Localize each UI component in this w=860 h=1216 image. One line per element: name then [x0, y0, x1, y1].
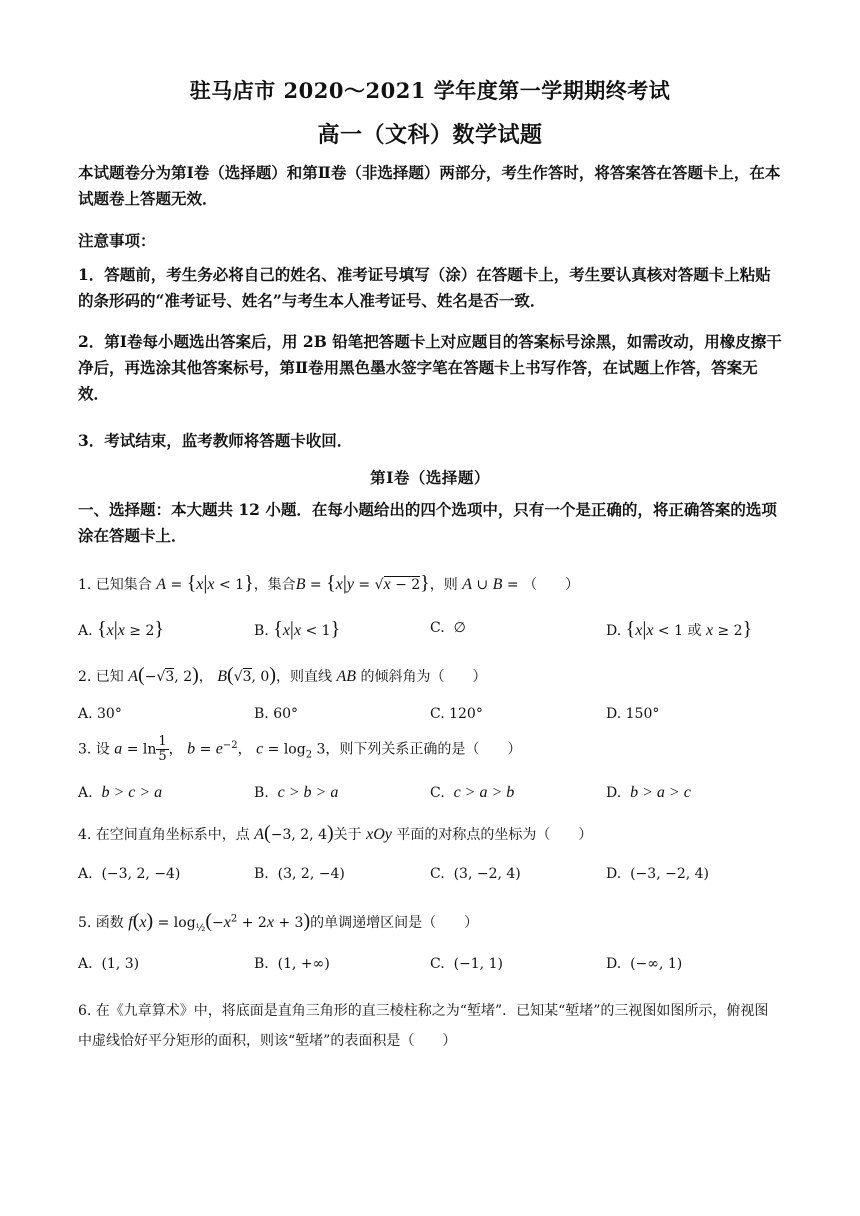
question-3: 3. 设 a = ln $\frac{1}{5}$ ， $b = e^{-2}$， $c = \log_2 3$，则下列关系正确的是（ ） [78, 734, 522, 764]
question-1: 1. 已知集合 A = {x|x < 1}，集合B = {x|y = √x − 2}，则 A ∪ B = （ ） [78, 572, 580, 594]
q1-set-a: A [156, 576, 167, 593]
exam-title: 驻马店市 2020～2021 学年度第一学期期终考试 [189, 78, 671, 103]
q5-option-c: C. (−1, 1) [430, 956, 503, 972]
q1-prefix: 1. 已知集合 [78, 577, 152, 593]
q1-end: （ ） [523, 577, 580, 593]
q1-mid: ，集合 [253, 577, 296, 593]
q2-option-a: A. 30° [78, 706, 122, 722]
section-heading: 第Ⅰ卷（选择题） [370, 468, 490, 487]
q3-option-b: B. c > b > a [254, 784, 339, 801]
q4-option-a: A. (−3, 2, −4) [78, 866, 181, 882]
q2-option-d: D. 150° [606, 706, 660, 722]
q5-option-d: D. (−∞, 1) [606, 956, 683, 972]
question-2: 2. 已知 A(−√3, 2)， B(√3, 0)，则直线 AB 的倾斜角为（ ） [78, 664, 487, 686]
intro-paragraph: 本试题卷分为第Ⅰ卷（选择题）和第Ⅱ卷（非选择题）两部分，考生作答时，将答案答在答题卡上，在本试题卷上答题无效． [78, 163, 781, 208]
note-item-2: 2．第Ⅰ卷每小题选出答案后，用 2B 铅笔把答题卡上对应题目的答案标号涂黑，如需改动，用橡皮擦干净后，再选涂其他答案标号，第Ⅱ卷用黑色墨水签字笔在答题卡上书写作答，在试题上作答，答案无效． [78, 332, 782, 403]
q2-option-b: B. 60° [254, 706, 299, 722]
q3-option-d: D. b > a > c [606, 784, 691, 801]
q2-option-c: C. 120° [430, 706, 483, 722]
note-item-1: 1．答题前，考生务必将自己的姓名、准考证号填写（涂）在答题卡上，考生要认真核对答题卡上粘贴的条形码的“准考证号、姓名”与考生本人准考证号、姓名是否一致． [78, 265, 771, 310]
question-5: 5. 函数 $f(x) = \log_{\frac{1}{2}}(-x^2 + 2x + 3)$的单调递增区间是（ ） [78, 910, 479, 934]
q3-option-c: C. c > a > b [430, 784, 515, 801]
q5-option-a: A. (1, 3) [78, 956, 140, 972]
q4-option-d: D. (−3, −2, 4) [606, 866, 710, 882]
exam-subtitle: 高一（文科）数学试题 [317, 122, 543, 148]
q1-option-a: A. {x|x ≥ 2} [78, 618, 165, 640]
q4-option-c: C. (3, −2, 4) [430, 866, 521, 882]
question-6: 6. 在《九章算术》中，将底面是直角三角形的直三棱柱称之为“堑堵”．已知某“堑堵”的三视图如图所示，俯视图中虚线恰好平分矩形的面积，则该“堑堵”的表面积是（ ） [78, 1003, 769, 1049]
q4-option-b: B. (3, 2, −4) [254, 866, 345, 882]
question-4: 4. 在空间直角坐标系中，点 A(−3, 2, 4)关于 xOy 平面的对称点的坐标为（ ） [78, 822, 593, 844]
notes-heading: 注意事项： [78, 231, 156, 250]
note-item-3: 3．考试结束，监考教师将答题卡收回． [78, 431, 353, 450]
q5-option-b: B. (1, +∞) [254, 956, 330, 972]
q1-option-b: B. {x|x < 1} [254, 618, 341, 640]
q1-tail: ，则 [429, 577, 458, 593]
q1-option-d: D. {x|x < 1 或 x ≥ 2} [606, 618, 753, 640]
part-heading: 一、选择题：本大题共 12 小题．在每小题给出的四个选项中，只有一个是正确的，将正确答案的选项涂在答题卡上． [78, 500, 777, 545]
q1-option-c: C. ∅ [430, 620, 466, 636]
q3-option-a: A. b > c > a [78, 784, 163, 801]
